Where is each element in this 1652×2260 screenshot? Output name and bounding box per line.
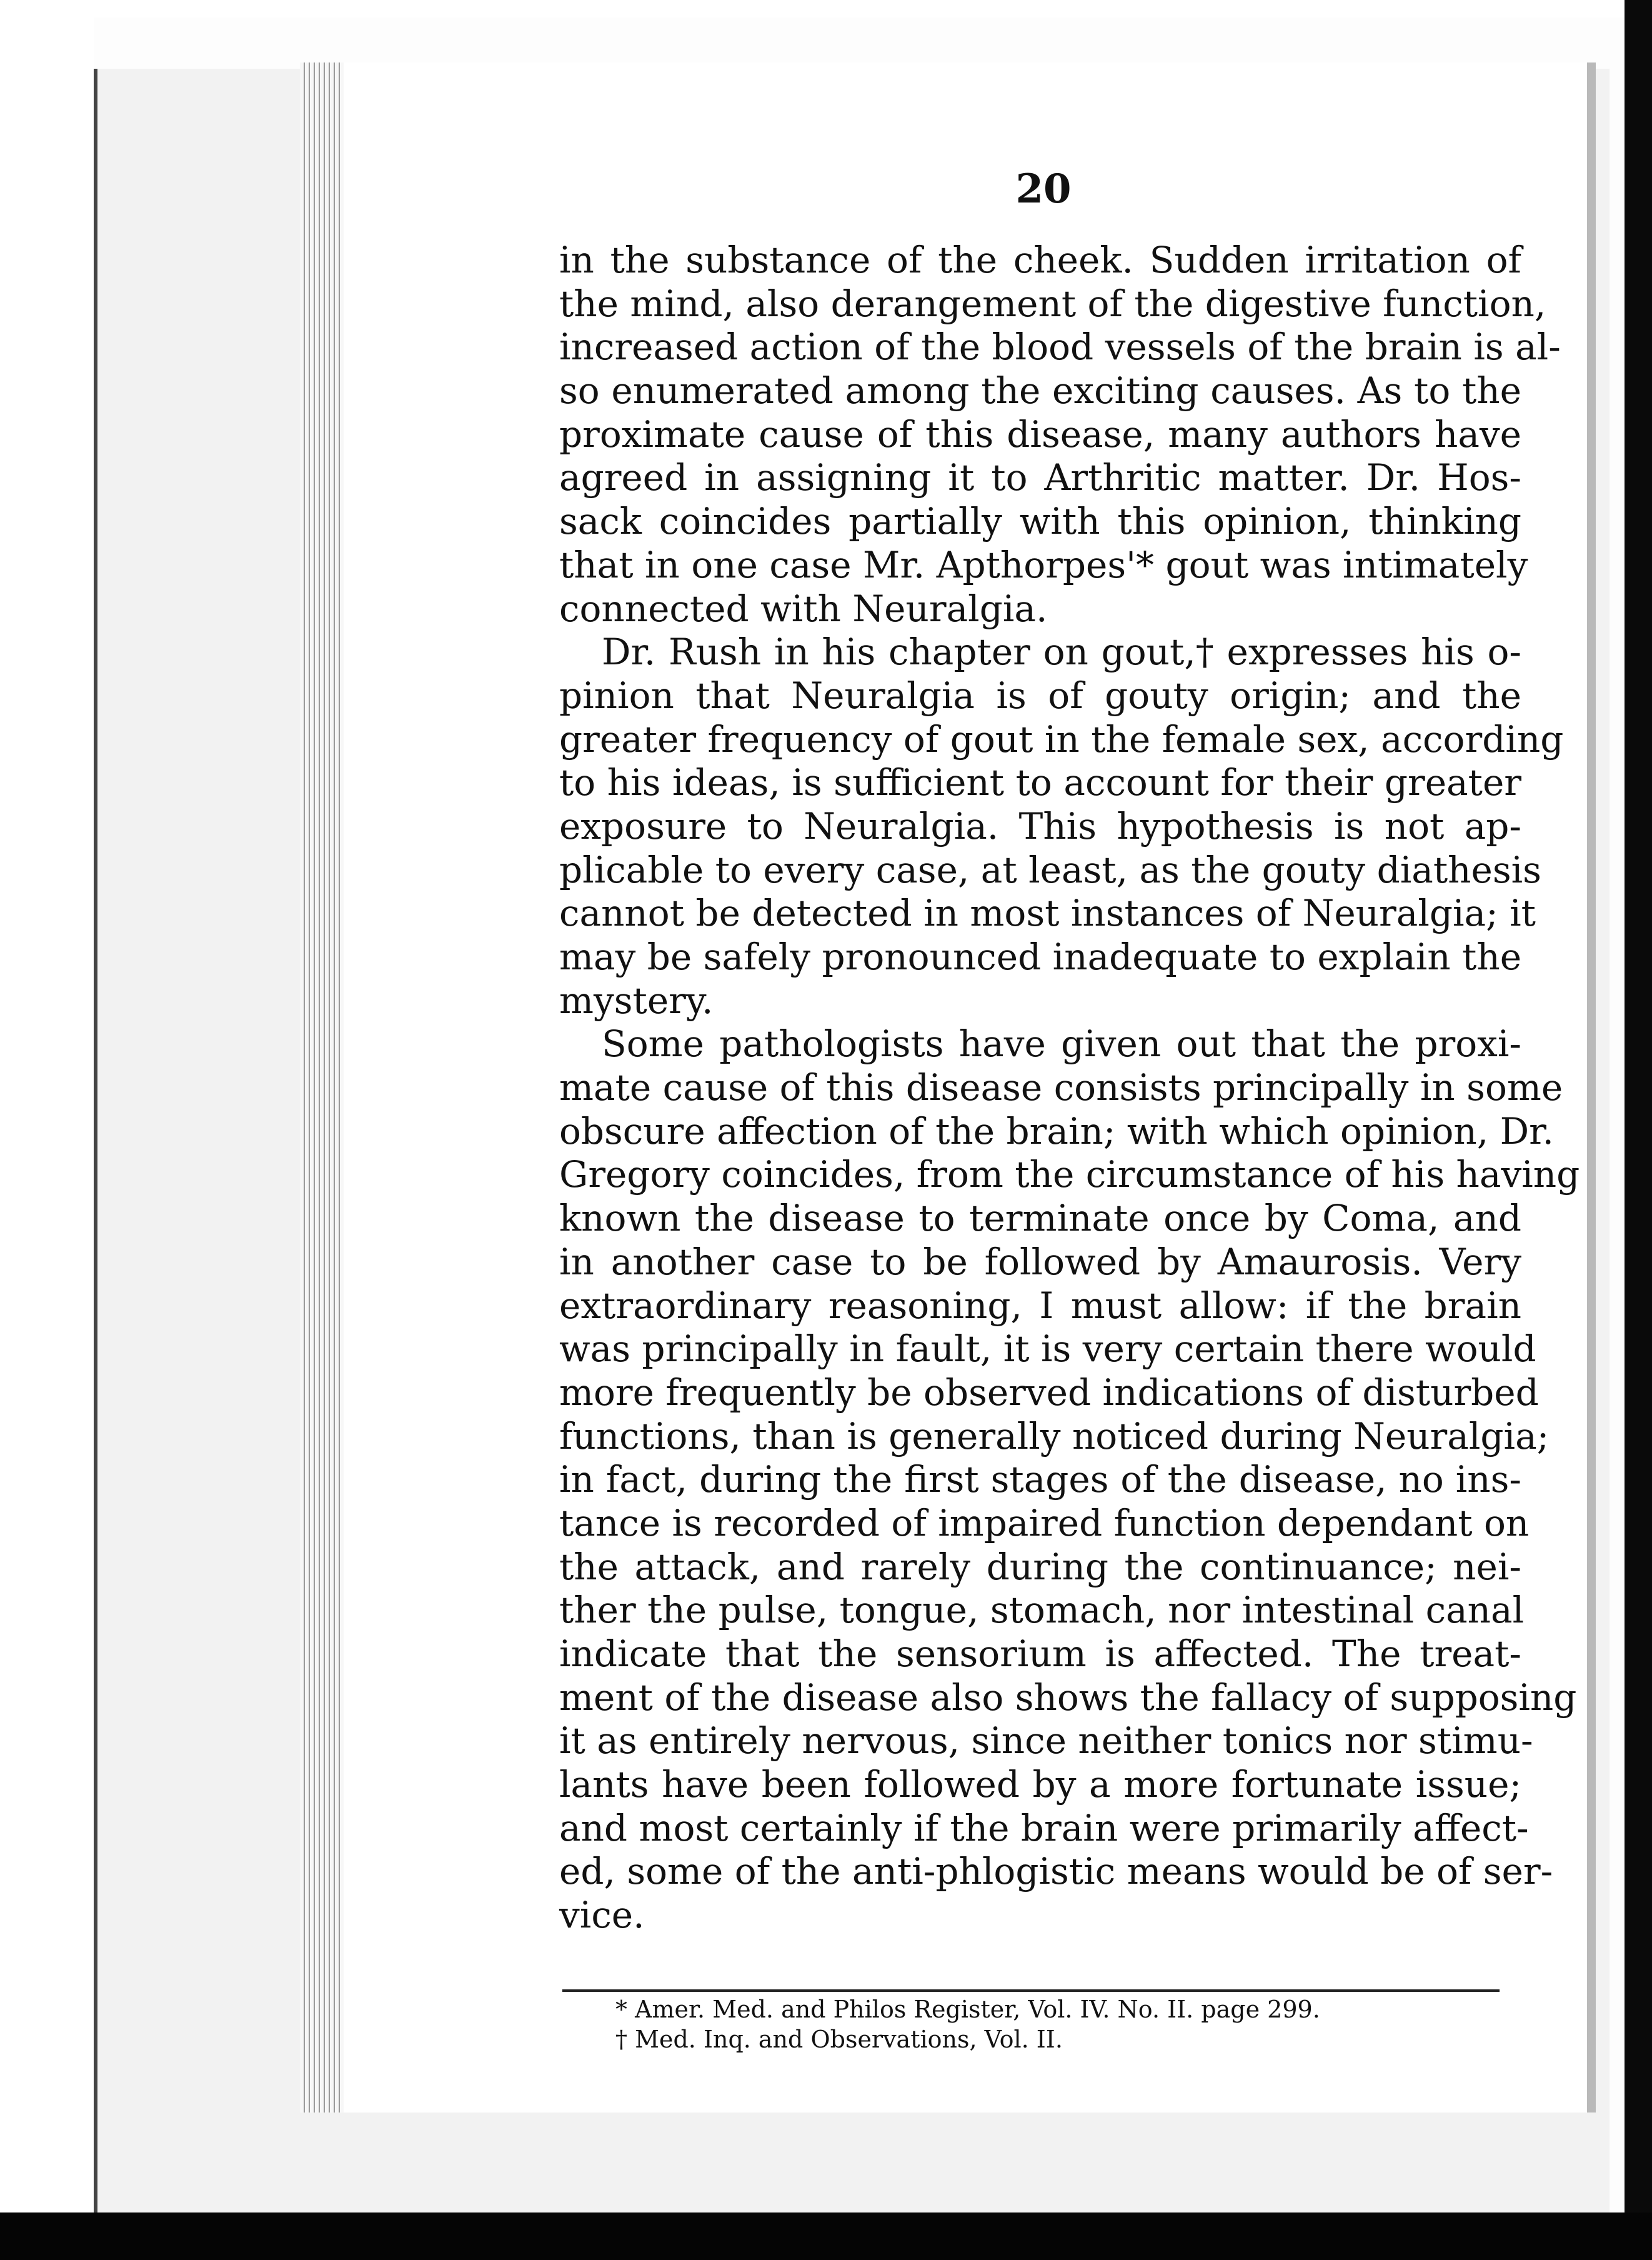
text-line: greater frequency of gout in the female sex, according bbox=[559, 718, 1564, 761]
scan-margin-right bbox=[1625, 0, 1652, 2260]
text-line: in another case to be followed by Amaurosis. Very bbox=[559, 1240, 1521, 1283]
text-line: connected with Neuralgia. bbox=[559, 587, 1048, 630]
text-line: increased action of the blood vessels of the brain is al- bbox=[559, 326, 1561, 369]
text-line: so enumerated among the exciting causes. As to the bbox=[559, 369, 1521, 412]
text-line: Dr. Rush in his chapter on gout,† expresses his o- bbox=[602, 631, 1521, 674]
footnote-divider bbox=[562, 1989, 1500, 1992]
text-line: the attack, and rarely during the continuance; nei- bbox=[559, 1545, 1521, 1588]
text-line: known the disease to terminate once by Coma, and bbox=[559, 1197, 1521, 1240]
text-line: ment of the disease also shows the fallacy of supposing bbox=[559, 1676, 1577, 1719]
text-line: more frequently be observed indications of disturbed bbox=[559, 1371, 1539, 1414]
text-line: cannot be detected in most instances of Neuralgia; it bbox=[559, 892, 1536, 935]
text-line: that in one case Mr. Apthorpes'* gout was intimately bbox=[559, 543, 1528, 586]
page-number: 20 bbox=[1015, 166, 1072, 212]
text-line: proximate cause of this disease, many authors have bbox=[559, 412, 1521, 456]
scan-margin-top bbox=[0, 0, 1652, 18]
footnote: † Med. Inq. and Observations, Vol. II. bbox=[615, 2026, 1063, 2053]
text-line: to his ideas, is sufficient to account for their greater bbox=[559, 761, 1521, 804]
text-line: functions, than is generally noticed during Neuralgia; bbox=[559, 1414, 1550, 1458]
text-line: Gregory coincides, from the circumstance of his having bbox=[559, 1153, 1580, 1196]
text-line: and most certainly if the brain were primarily affect- bbox=[559, 1806, 1529, 1849]
text-line: vice. bbox=[559, 1894, 645, 1937]
footnotes bbox=[615, 1994, 1320, 2054]
text-line: mate cause of this disease consists principally in some bbox=[559, 1066, 1563, 1109]
text-line: indicate that the sensorium is affected. The treat- bbox=[559, 1632, 1521, 1675]
text-line: sack coincides partially with this opinion, thinking bbox=[559, 500, 1521, 543]
text-line: lants have been followed by a more fortunate issue; bbox=[559, 1763, 1521, 1806]
scan-margin-bottom bbox=[0, 2212, 1652, 2260]
text-line: ther the pulse, tongue, stomach, nor intestinal canal bbox=[559, 1589, 1525, 1632]
text-line: may be safely pronounced inadequate to explain the bbox=[559, 936, 1522, 978]
text-line: was principally in fault, it is very certain there would bbox=[559, 1328, 1536, 1371]
text-line: plicable to every case, at least, as the gouty diathesis bbox=[559, 848, 1541, 891]
text-line: pinion that Neuralgia is of gouty origin; and the bbox=[559, 674, 1521, 717]
text-line: in fact, during the first stages of the disease, no ins- bbox=[559, 1458, 1521, 1501]
text-line: it as entirely nervous, since neither tonics nor stimu- bbox=[559, 1719, 1533, 1762]
text-line: exposure to Neuralgia. This hypothesis is not ap- bbox=[559, 804, 1521, 848]
text-line: mystery. bbox=[559, 979, 714, 1022]
text-line: the mind, also derangement of the digestive function, bbox=[559, 282, 1546, 325]
text-line: Some pathologists have given out that the proxi- bbox=[602, 1022, 1521, 1066]
text-line: extraordinary reasoning, I must allow: if the brain bbox=[559, 1284, 1521, 1327]
text-line: in the substance of the cheek. Sudden irritation of bbox=[559, 239, 1521, 281]
footnote: * Amer. Med. and Philos Register, Vol. IV. No. II. page 299. bbox=[615, 1996, 1320, 2023]
page-edges bbox=[300, 62, 344, 2112]
text-line: tance is recorded of impaired function dependant on bbox=[559, 1501, 1530, 1544]
text-line: obscure affection of the brain; with which opinion, Dr. bbox=[559, 1109, 1554, 1152]
text-line: ed, some of the anti-phlogistic means would be of ser- bbox=[559, 1850, 1553, 1893]
body-text bbox=[559, 239, 1580, 1938]
scan-margin-left bbox=[0, 0, 94, 2260]
text-line: agreed in assigning it to Arthritic matter. Dr. Hos- bbox=[559, 456, 1521, 499]
